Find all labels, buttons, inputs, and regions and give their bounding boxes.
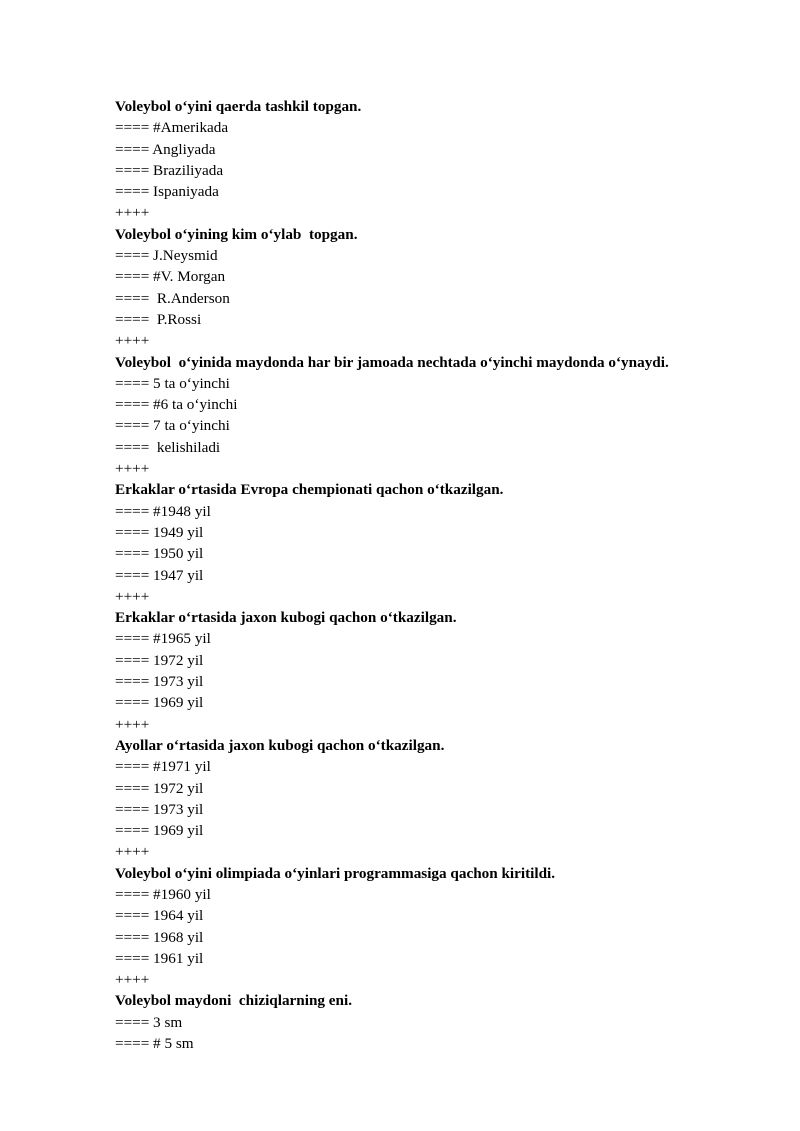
- question-text: Voleybol o‘yini olimpiada o‘yinlari programmasiga qachon kiritildi.: [115, 864, 556, 882]
- answer-option: ==== 1950 yil: [115, 545, 204, 563]
- question-separator: ++++: [115, 715, 150, 733]
- answer-option: ==== #V. Morgan: [115, 268, 226, 286]
- answer-option: ==== #1971 yil: [115, 758, 211, 776]
- answer-option: ==== 7 ta o‘yinchi: [115, 417, 230, 435]
- document-page: [115, 96, 755, 1054]
- question-separator: ++++: [115, 587, 150, 605]
- answer-option: ==== 1968 yil: [115, 928, 204, 946]
- answer-option: ==== 1949 yil: [115, 523, 204, 541]
- question-text: Ayollar o‘rtasida jaxon kubogi qachon o‘tkazilgan.: [115, 736, 445, 754]
- answer-option: ==== #1960 yil: [115, 885, 211, 903]
- question-text: Voleybol maydoni chiziqlarning eni.: [115, 992, 352, 1010]
- question-text: Erkaklar o‘rtasida Evropa chempionati qachon o‘tkazilgan.: [115, 481, 504, 499]
- question-text: Erkaklar o‘rtasida jaxon kubogi qachon o‘tkazilgan.: [115, 609, 457, 627]
- answer-option: ==== Angliyada: [115, 140, 216, 158]
- question-text: Voleybol o‘yining kim o‘ylab topgan.: [115, 225, 358, 243]
- answer-option: ==== # 5 sm: [115, 1035, 194, 1053]
- answer-option: ==== Ispaniyada: [115, 183, 219, 201]
- answer-option: ==== Braziliyada: [115, 161, 224, 179]
- answer-option: ==== #1948 yil: [115, 502, 211, 520]
- answer-option: ==== #1965 yil: [115, 630, 211, 648]
- answer-option: ==== kelishiladi: [115, 438, 221, 456]
- answer-option: ==== #Amerikada: [115, 119, 229, 137]
- answer-option: ==== P.Rossi: [115, 310, 202, 328]
- question-text: Voleybol o‘yini qaerda tashkil topgan.: [115, 98, 362, 115]
- answer-option: ==== 1961 yil: [115, 949, 204, 967]
- answer-option: ==== J.Neysmid: [115, 247, 218, 265]
- answer-option: ==== #6 ta o‘yinchi: [115, 396, 238, 414]
- question-text: Voleybol o‘yinida maydonda har bir jamoada nechtada o‘yinchi maydonda o‘ynaydi.: [115, 353, 669, 371]
- answer-option: ==== 1972 yil: [115, 779, 204, 797]
- answer-option: ==== 3 sm: [115, 1013, 183, 1031]
- answer-option: ==== 5 ta o‘yinchi: [115, 374, 230, 392]
- answer-option: ==== 1947 yil: [115, 566, 204, 584]
- answer-option: ==== 1973 yil: [115, 800, 204, 818]
- question-separator: ++++: [115, 460, 150, 478]
- question-separator: ++++: [115, 971, 150, 989]
- answer-option: ==== 1972 yil: [115, 651, 204, 669]
- question-separator: ++++: [115, 204, 150, 222]
- answer-option: ==== 1973 yil: [115, 673, 204, 691]
- question-separator: ++++: [115, 332, 150, 350]
- answer-option: ==== 1969 yil: [115, 822, 204, 840]
- answer-option: ==== 1964 yil: [115, 907, 204, 925]
- answer-option: ==== 1969 yil: [115, 694, 204, 712]
- question-separator: ++++: [115, 843, 150, 861]
- answer-option: ==== R.Anderson: [115, 289, 230, 307]
